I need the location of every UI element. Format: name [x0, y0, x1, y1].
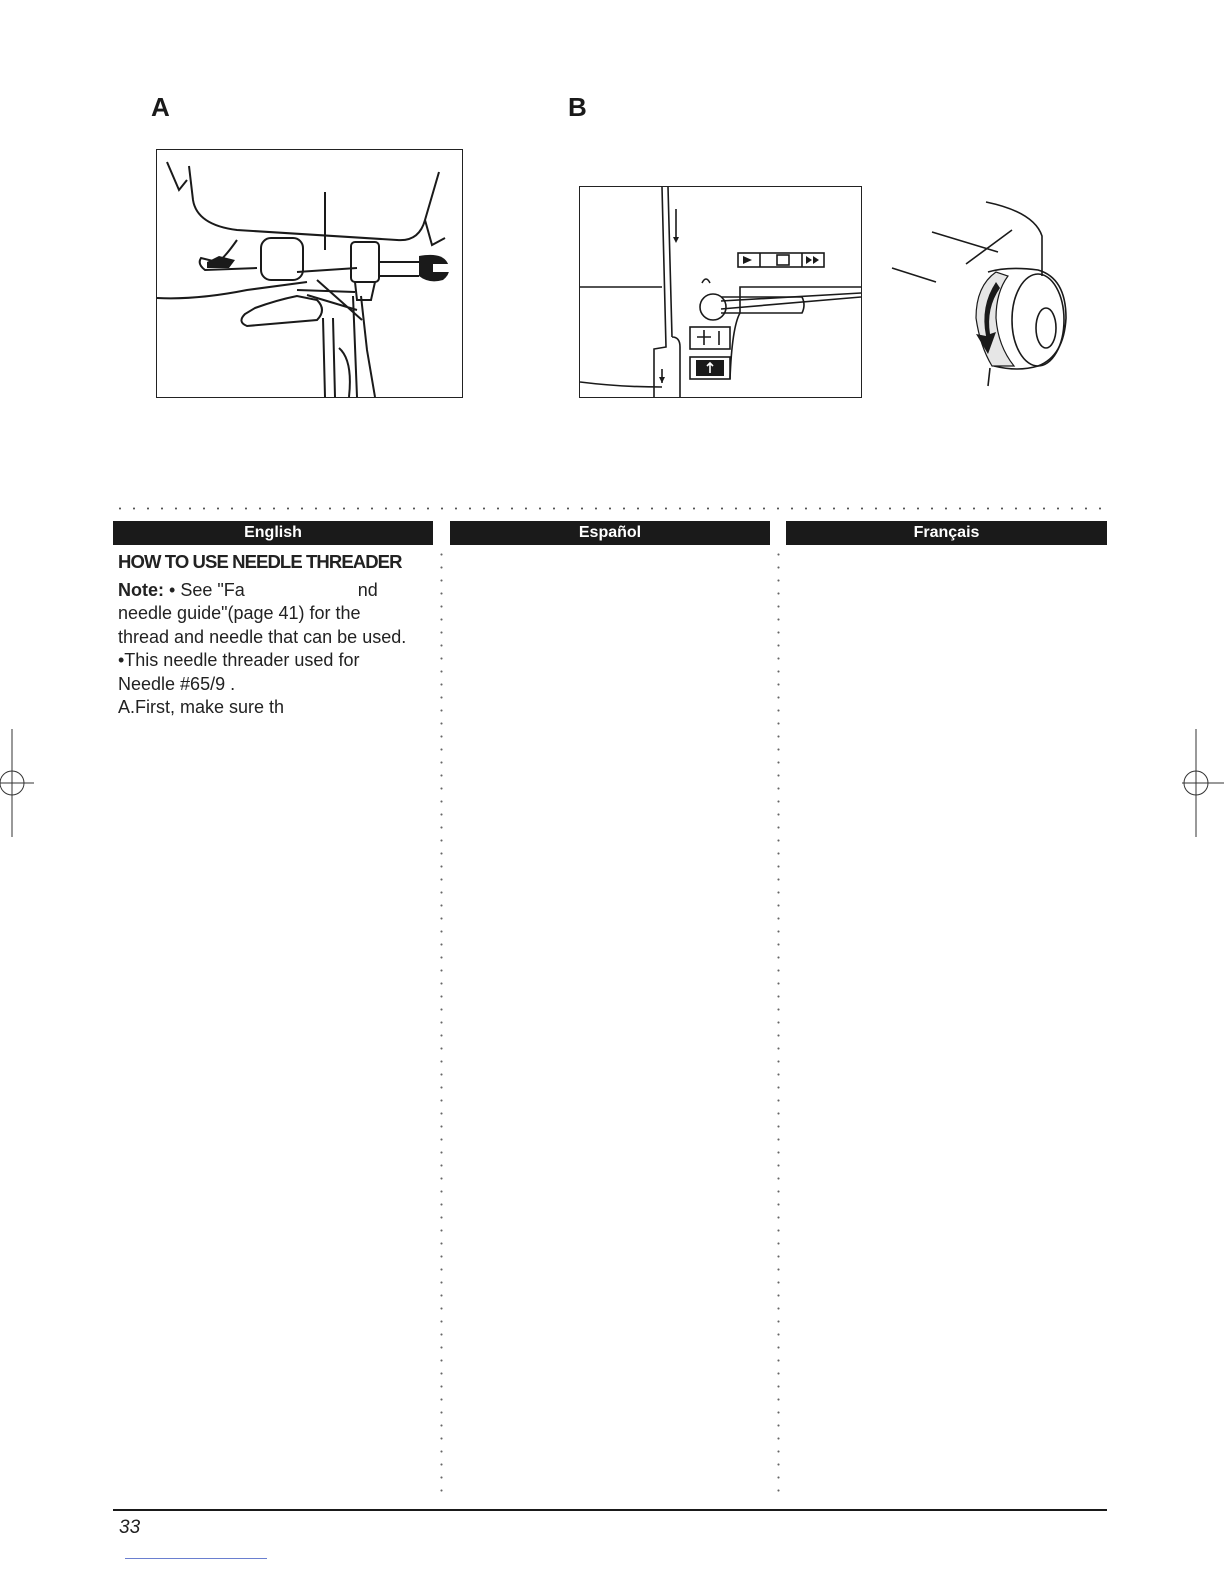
dotted-separator	[113, 507, 1107, 510]
step-a: A.First, make sure th	[118, 697, 285, 717]
figure-b-label: B	[568, 92, 587, 122]
column-header-francais: Français	[786, 521, 1107, 545]
note-label: Note:	[118, 579, 164, 600]
column-header-english: English	[113, 521, 433, 545]
bullet-line-2: Needle #65/9 .	[118, 673, 236, 694]
column-divider	[777, 548, 780, 1498]
handwheel-drawing	[888, 196, 1080, 390]
bullet-line-1: •This needle threader used for	[118, 650, 360, 670]
footer-rule	[113, 1509, 1107, 1511]
column-divider	[440, 548, 443, 1498]
note-text-start: • See "Fa	[169, 579, 245, 600]
figure-a-label: A	[151, 92, 170, 122]
note-line-3: thread and needle that can be used.	[118, 626, 407, 647]
needle-threader-drawing	[157, 150, 462, 397]
footer-link-underline	[125, 1558, 267, 1559]
page-number: 33	[119, 1517, 141, 1538]
registration-mark-icon	[0, 729, 40, 837]
note-line-2: needle guide"(page 41) for the	[118, 603, 361, 623]
registration-mark-icon	[1180, 729, 1224, 837]
section-heading: HOW TO USE NEEDLE THREADER	[118, 551, 402, 572]
note-text-fragment: nd	[357, 579, 378, 600]
column-header-espanol: Español	[450, 521, 770, 545]
control-panel-drawing	[580, 187, 861, 397]
note-line-1	[118, 579, 436, 603]
figure-b-panel-illustration	[579, 186, 862, 398]
figure-a-illustration	[156, 149, 463, 398]
english-column	[118, 550, 436, 720]
